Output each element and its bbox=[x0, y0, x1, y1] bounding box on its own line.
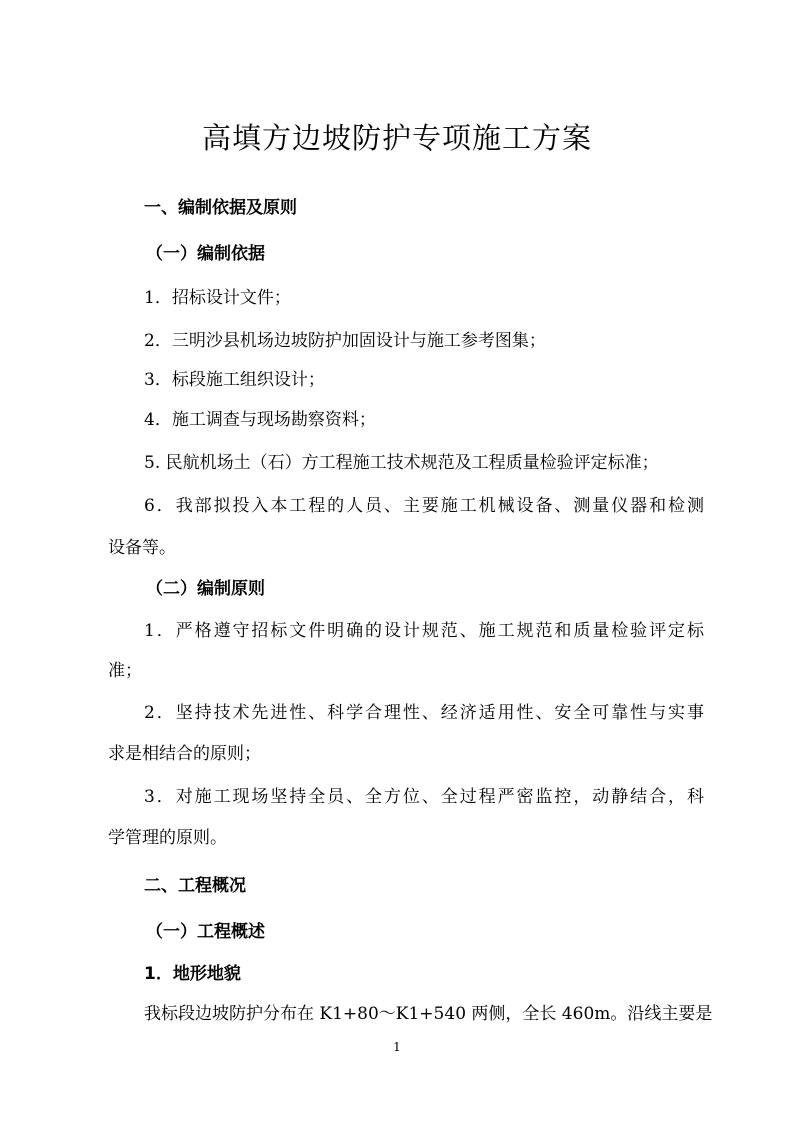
list-item-continuation: 准； bbox=[108, 661, 142, 681]
paragraph-line: 我标段边坡防护分布在 K1+80～K1+540 两侧，全长 460m。沿线主要是 bbox=[144, 1004, 713, 1024]
subsection-heading-overview: （一）工程概述 bbox=[146, 922, 265, 942]
list-item: 2．三明沙县机场边坡防护加固设计与施工参考图集； bbox=[144, 331, 546, 351]
document-title: 高填方边坡防护专项施工方案 bbox=[201, 121, 592, 155]
subsection-heading-principles: （二）编制原则 bbox=[146, 579, 265, 599]
list-item: 1．严格遵守招标文件明确的设计规范、施工规范和质量检验评定标 bbox=[144, 621, 704, 641]
section-heading-basis-principles: 一、编制依据及原则 bbox=[144, 198, 297, 218]
subsection-heading-basis: （一）编制依据 bbox=[146, 244, 265, 264]
list-item-continuation: 学管理的原则。 bbox=[108, 828, 227, 848]
list-item: 4．施工调查与现场勘察资料； bbox=[144, 410, 376, 430]
list-item: 3．对施工现场坚持全员、全方位、全过程严密监控，动静结合，科 bbox=[144, 787, 704, 807]
point-heading-terrain: 1．地形地貌 bbox=[144, 964, 241, 984]
list-item: 2．坚持技术先进性、科学合理性、经济适用性、安全可靠性与实事 bbox=[144, 703, 704, 723]
list-item: 6．我部拟投入本工程的人员、主要施工机械设备、测量仪器和检测 bbox=[144, 496, 704, 516]
section-heading-project-overview: 二、工程概况 bbox=[144, 876, 246, 896]
list-item-continuation: 求是相结合的原则； bbox=[108, 744, 261, 764]
list-item: 5. 民航机场土（石）方工程施工技术规范及工程质量检验评定标准； bbox=[144, 453, 659, 473]
list-item: 3．标段施工组织设计； bbox=[144, 370, 325, 390]
list-item: 1．招标设计文件； bbox=[144, 288, 291, 308]
list-item-continuation: 设备等。 bbox=[108, 538, 176, 558]
page-number: 1 bbox=[393, 1040, 401, 1054]
